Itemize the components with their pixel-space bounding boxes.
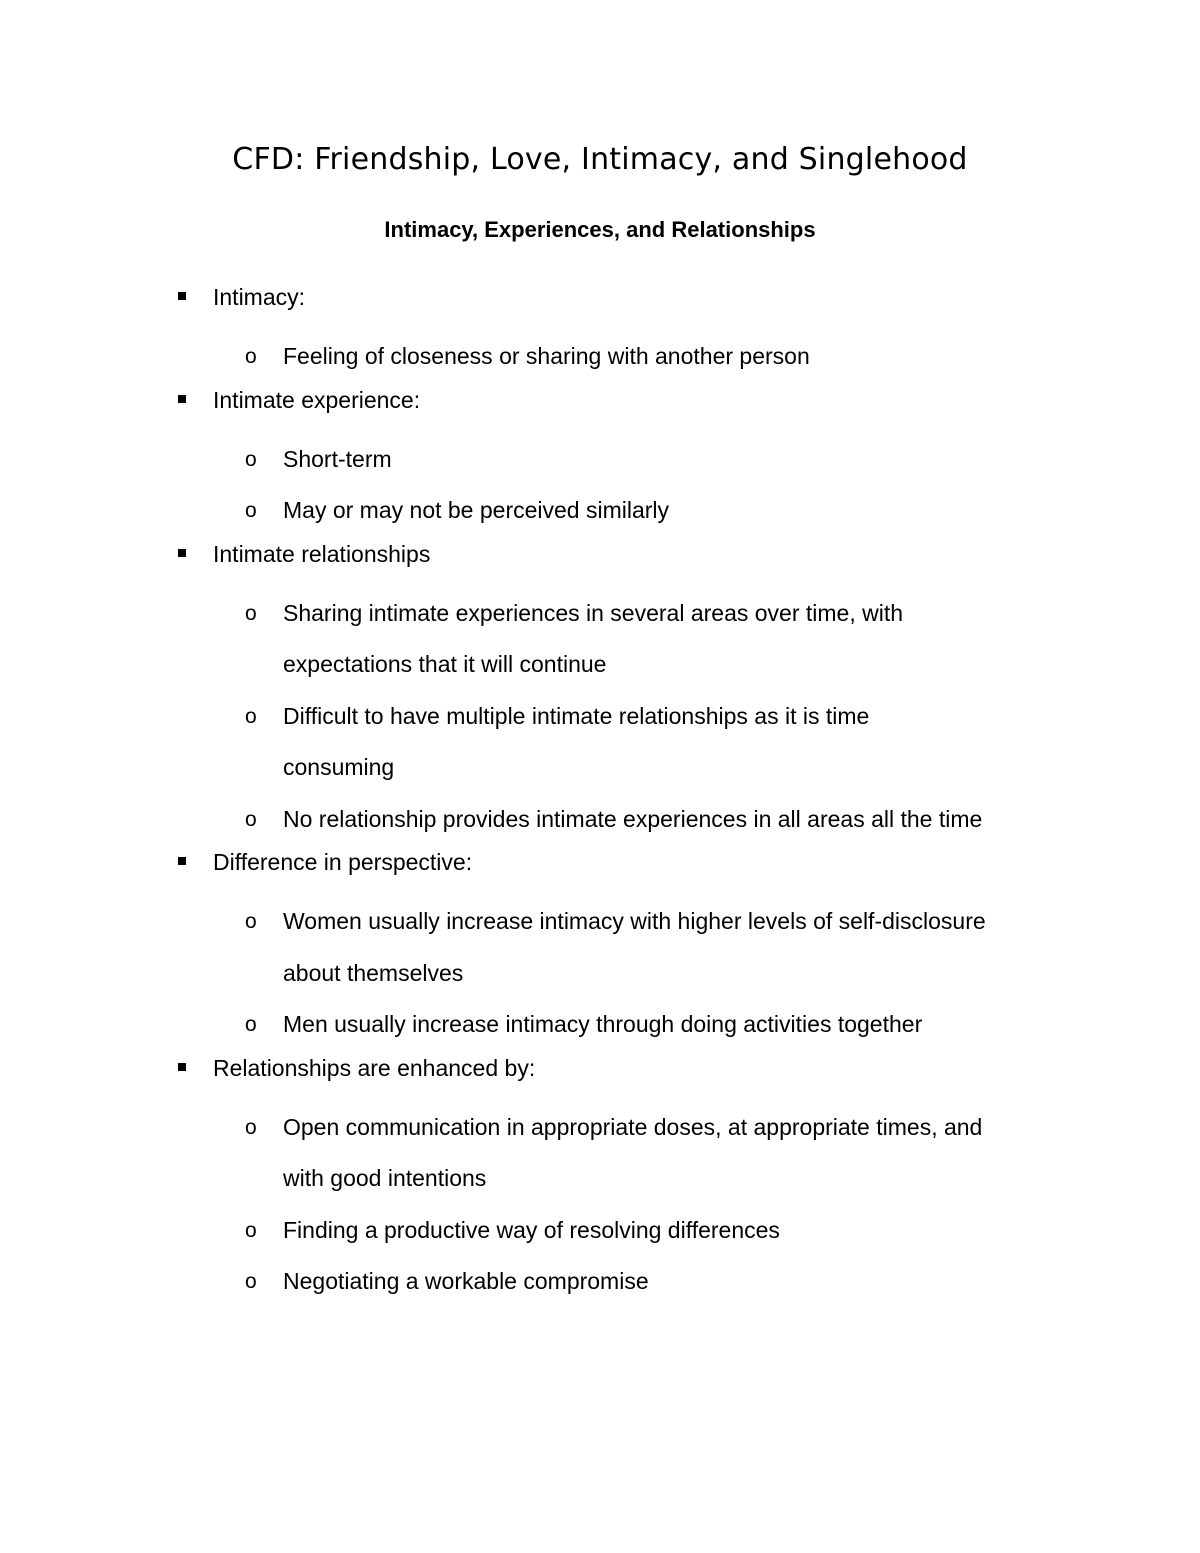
outline-item [0,588,1200,691]
outline-item-line: Feeling of closeness or sharing with another person [283,343,810,369]
circle-bullet-icon: o [245,1218,257,1242]
outline-heading [0,845,1200,896]
outline-item [0,485,1200,537]
outline-item-line: expectations that it will continue [283,651,607,677]
outline-item-line: No relationship provides intimate experiences in all areas all the time [283,805,983,832]
circle-bullet-icon: o [245,499,257,522]
square-bullet-icon [178,549,186,557]
circle-bullet-icon: o [245,1270,257,1293]
circle-bullet-icon: o [245,1013,257,1036]
outline-heading-text: Intimacy: [213,284,306,310]
outline-item-line: Finding a productive way of resolving differences [283,1216,780,1243]
outline-item [0,1205,1200,1257]
circle-bullet-icon: o [245,807,257,831]
outline-heading-text: Difference in perspective: [213,849,473,875]
outline-heading-text: Intimate relationships [213,540,431,567]
circle-bullet-icon: o [245,345,257,368]
outline-heading-text: Relationships are enhanced by: [213,1054,536,1081]
square-bullet-icon [178,1063,186,1071]
outline-item-line: May or may not be perceived similarly [283,497,670,523]
outline-item [0,1256,1200,1308]
circle-bullet-icon: o [245,601,257,625]
square-bullet-icon [178,395,186,403]
outline-item-line: about themselves [283,959,464,986]
outline-heading [0,383,1200,434]
outline-heading [0,1051,1200,1102]
square-bullet-icon [178,292,186,300]
outline-item-line: Open communication in appropriate doses, at appropriate times, and [283,1113,983,1140]
outline-item-line: with good intentions [283,1165,487,1191]
outline-item [0,794,1200,846]
outline-item [0,434,1200,486]
outline-item-line: Women usually increase intimacy with higher levels of self-disclosure [283,908,986,934]
outline-item [0,331,1200,383]
outline-heading [0,280,1200,331]
outline-heading-text: Intimate experience: [213,386,421,413]
circle-bullet-icon: o [245,447,257,471]
outline-item-line: Negotiating a workable compromise [283,1268,649,1294]
outline-list [0,280,1200,1308]
circle-bullet-icon: o [245,910,257,933]
outline-item [0,691,1200,794]
outline-item-line: consuming [283,754,395,780]
document-subtitle: Intimacy, Experiences, and Relationships [384,217,816,242]
outline-item [0,999,1200,1051]
outline-heading [0,537,1200,588]
outline-item-line: Difficult to have multiple intimate relationships as it is time [283,702,870,729]
circle-bullet-icon: o [245,1115,257,1139]
outline-item-line: Sharing intimate experiences in several areas over time, with [283,599,904,626]
outline-item [0,896,1200,999]
document-title: CFD: Friendship, Love, Intimacy, and Singlehood [232,142,968,177]
circle-bullet-icon: o [245,704,257,728]
square-bullet-icon [178,857,186,865]
outline-item-line: Short-term [283,445,392,472]
outline-item [0,1102,1200,1205]
outline-item-line: Men usually increase intimacy through doing activities together [283,1011,923,1037]
